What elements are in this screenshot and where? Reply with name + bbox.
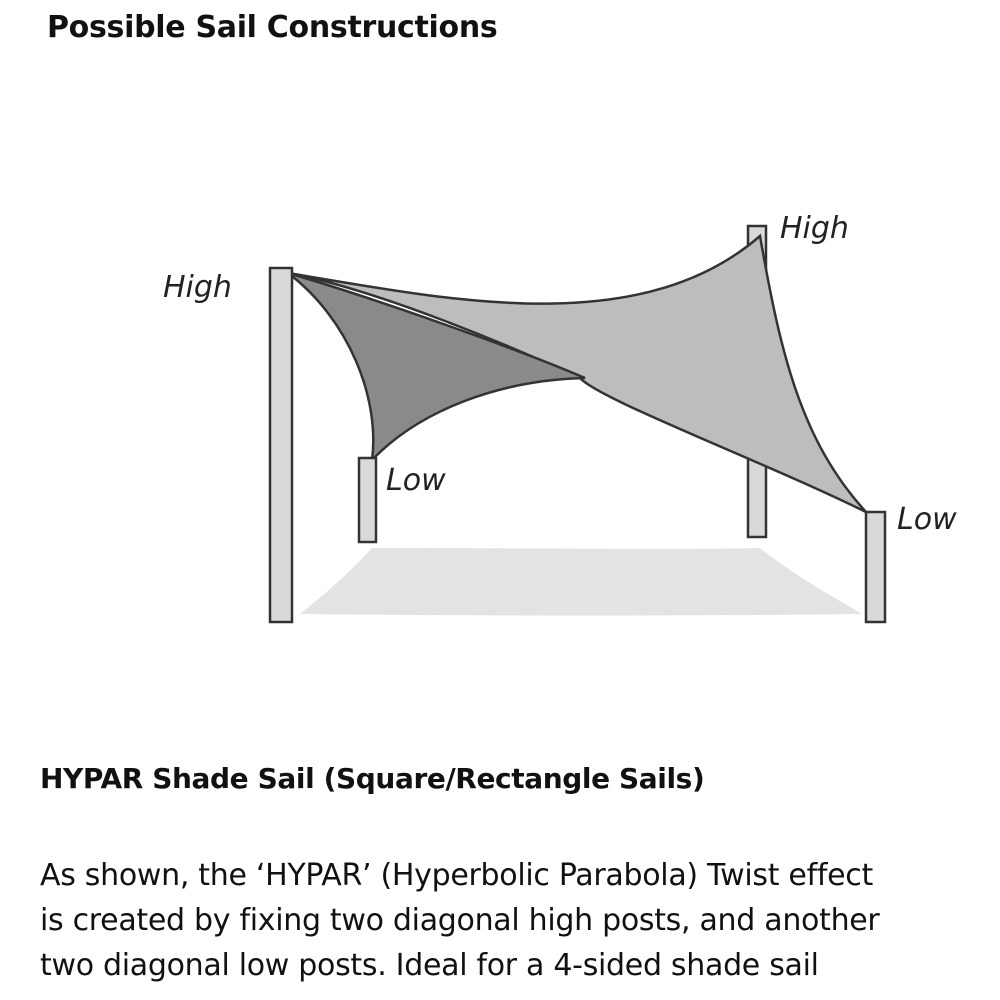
label-low-right: Low [897,502,957,537]
description-line: As shown, the ‘HYPAR’ (Hyperbolic Parabola) Twist effect [40,858,873,893]
label-low-left: Low [386,463,446,498]
post-low-left [359,458,376,542]
description-line: two diagonal low posts. Ideal for a 4-sided shade sail [40,948,819,983]
ground-shadow [300,548,862,616]
section-heading: HYPAR Shade Sail (Square/Rectangle Sails) [40,762,705,795]
label-high-left: High [163,270,232,305]
page-title: Possible Sail Constructions [47,10,498,45]
label-high-right: High [780,211,849,246]
post-high-left [270,268,292,622]
description [40,853,970,988]
post-low-right [866,512,885,622]
description-line: is created by fixing two diagonal high posts, and another [40,903,880,938]
